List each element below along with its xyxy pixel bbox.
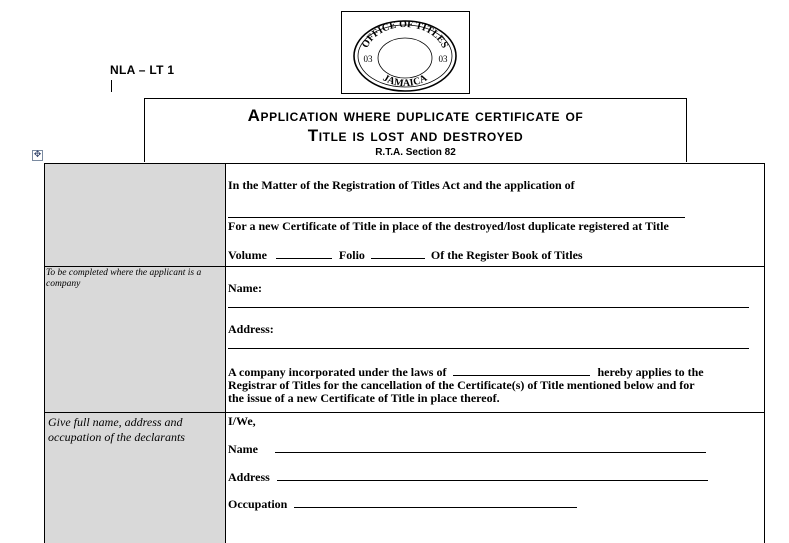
declarant-name-label: Name — [228, 442, 258, 456]
declarant-name-row — [228, 442, 706, 456]
company-side-note: To be completed where the applicant is a company — [46, 268, 202, 289]
declarant-occupation-field[interactable] — [294, 497, 577, 508]
declarant-occupation-label: Occupation — [228, 497, 288, 511]
title-box — [144, 98, 687, 162]
seal-number-right: 03 — [438, 54, 448, 64]
declarants-side-note: Give full name, address and occupation of the declarants — [48, 415, 185, 444]
declarant-occupation-row — [228, 497, 577, 511]
declarant-address-field[interactable] — [277, 470, 708, 481]
company-address-line[interactable] — [228, 348, 749, 349]
seal-top-text: OFFICE OF TITLES — [359, 18, 451, 50]
volume-folio-row — [228, 248, 583, 262]
volume-label: Volume — [228, 248, 267, 262]
declarant-address-row — [228, 470, 708, 484]
applicant-name-line[interactable] — [228, 217, 685, 218]
seal-emblem — [342, 12, 469, 93]
left-instruction-column — [45, 164, 226, 543]
folio-field[interactable] — [371, 248, 425, 259]
seal-number-left: 03 — [363, 54, 373, 64]
declarant-address-label: Address — [228, 470, 270, 484]
incorporation-line-3: the issue of a new Certificate of Title in place thereof. — [228, 391, 500, 405]
row-divider — [45, 266, 764, 267]
matter-statement: In the Matter of the Registration of Titles Act and the application of — [228, 178, 575, 192]
iwe-label: I/We, — [228, 414, 256, 428]
office-of-titles-seal — [341, 11, 470, 94]
declarant-name-field[interactable] — [275, 442, 706, 453]
folio-label: Folio — [338, 248, 365, 262]
register-text: Of the Register Book of Titles — [430, 248, 583, 262]
form-table — [44, 163, 765, 543]
seal-bottom-text: JAMAICA — [380, 72, 430, 90]
company-name-line[interactable] — [228, 307, 749, 308]
company-address-label: Address: — [228, 322, 274, 336]
title-line-1: Application where duplicate certificate of — [247, 106, 584, 125]
volume-field[interactable] — [276, 248, 332, 259]
incorporation-line-2: Registrar of Titles for the cancellation of the Certificate(s) of Title mentioned below and for — [228, 378, 695, 392]
form-code: NLA – LT 1 — [110, 63, 175, 77]
table-move-handle-icon[interactable]: ✥ — [33, 150, 42, 160]
row-divider — [45, 412, 764, 413]
new-certificate-statement: For a new Certificate of Title in place of the destroyed/lost duplicate registered at Title — [228, 219, 669, 233]
incorporation-country-field[interactable] — [453, 365, 590, 376]
incorporation-line-1: A company incorporated under the laws of hereby applies to the — [228, 365, 704, 379]
title-subtitle: R.T.A. Section 82 — [375, 147, 456, 158]
title-line-2: Title is lost and destroyed — [307, 126, 524, 145]
company-name-label: Name: — [228, 281, 262, 295]
text-cursor — [111, 80, 112, 92]
